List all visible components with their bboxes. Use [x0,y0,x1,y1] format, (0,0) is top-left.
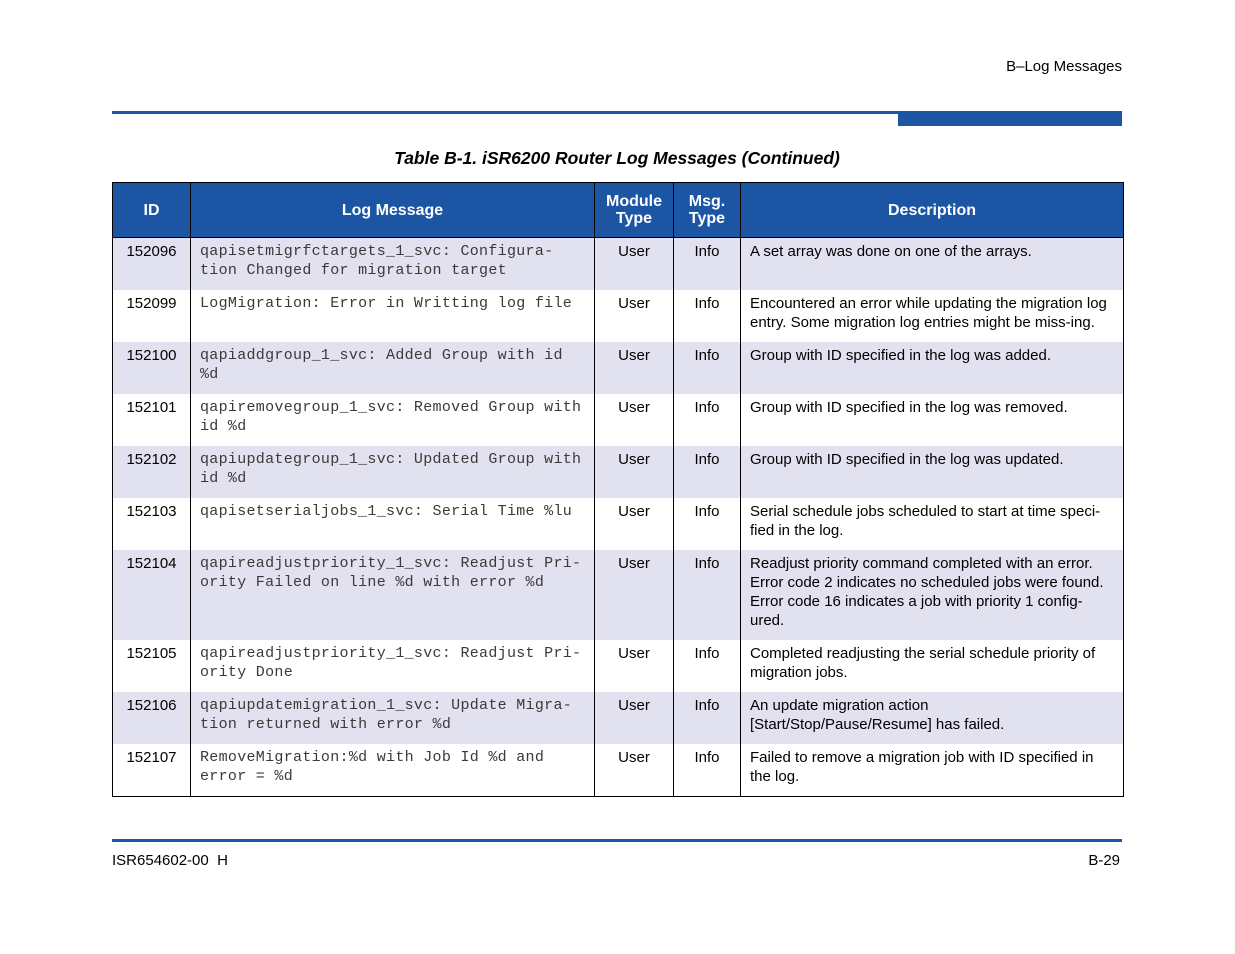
table-row [113,550,1124,640]
header-tab-bar [898,113,1122,126]
table-row [113,446,1124,498]
cell-module-type: User [595,446,674,498]
cell-module-type: User [595,394,674,446]
cell-log-message: qapisetmigrfctargets_1_svc: Configura-tion Changed for migration target [191,238,595,291]
cell-log-message: qapiaddgroup_1_svc: Added Group with id %d [191,342,595,394]
cell-module-type: User [595,342,674,394]
cell-description: A set array was done on one of the arrays. [741,238,1124,291]
cell-msg-type: Info [674,290,741,342]
cell-msg-type: Info [674,342,741,394]
cell-id: 152107 [113,744,191,797]
cell-msg-type: Info [674,446,741,498]
cell-module-type: User [595,692,674,744]
cell-module-type: User [595,498,674,550]
cell-log-message: RemoveMigration:%d with Job Id %d and error = %d [191,744,595,797]
cell-module-type: User [595,640,674,692]
cell-id: 152096 [113,238,191,291]
cell-log-message: qapiupdatemigration_1_svc: Update Migra-tion returned with error %d [191,692,595,744]
cell-log-message: LogMigration: Error in Writting log file [191,290,595,342]
cell-msg-type: Info [674,744,741,797]
cell-description: Failed to remove a migration job with ID specified in the log. [741,744,1124,797]
cell-description: Group with ID specified in the log was removed. [741,394,1124,446]
table-row [113,394,1124,446]
cell-module-type: User [595,550,674,640]
cell-log-message: qapireadjustpriority_1_svc: Readjust Pri-ority Failed on line %d with error %d [191,550,595,640]
table-row [113,692,1124,744]
cell-description: Completed readjusting the serial schedule priority of migration jobs. [741,640,1124,692]
table-row [113,238,1124,291]
cell-msg-type: Info [674,550,741,640]
cell-log-message: qapireadjustpriority_1_svc: Readjust Pri-ority Done [191,640,595,692]
cell-msg-type: Info [674,640,741,692]
column-header-msg-type: Msg. Type [674,183,741,238]
document-id: ISR654602-00 H [112,852,228,869]
table-row [113,744,1124,797]
cell-module-type: User [595,744,674,797]
cell-description: Serial schedule jobs scheduled to start at time speci-fied in the log. [741,498,1124,550]
table-row [113,342,1124,394]
cell-msg-type: Info [674,498,741,550]
cell-id: 152101 [113,394,191,446]
section-header: B–Log Messages [1006,58,1122,75]
table-caption: Table B-1. iSR6200 Router Log Messages (Continued) [394,148,840,168]
page-number: B-29 [1088,852,1120,869]
cell-msg-type: Info [674,394,741,446]
cell-description: Group with ID specified in the log was updated. [741,446,1124,498]
cell-module-type: User [595,238,674,291]
cell-id: 152105 [113,640,191,692]
table-row [113,290,1124,342]
cell-description: Encountered an error while updating the migration log entry. Some migration log entries might be miss-ing. [741,290,1124,342]
cell-log-message: qapiremovegroup_1_svc: Removed Group with id %d [191,394,595,446]
table-row [113,498,1124,550]
cell-id: 152102 [113,446,191,498]
footer-rule [112,839,1122,842]
log-messages-table [112,182,1124,797]
cell-id: 152100 [113,342,191,394]
column-header-id: ID [113,183,191,238]
cell-msg-type: Info [674,238,741,291]
cell-description: An update migration action [Start/Stop/Pause/Resume] has failed. [741,692,1124,744]
column-header-module-type: Module Type [595,183,674,238]
cell-log-message: qapiupdategroup_1_svc: Updated Group with id %d [191,446,595,498]
cell-id: 152104 [113,550,191,640]
cell-description: Group with ID specified in the log was added. [741,342,1124,394]
cell-description: Readjust priority command completed with an error. Error code 2 indicates no scheduled jobs were found. Error code 16 indicates a job with priority 1 config-ured. [741,550,1124,640]
column-header-log-message: Log Message [191,183,595,238]
cell-log-message: qapisetserialjobs_1_svc: Serial Time %lu [191,498,595,550]
column-header-description: Description [741,183,1124,238]
cell-module-type: User [595,290,674,342]
cell-msg-type: Info [674,692,741,744]
table-header-row [113,183,1124,238]
cell-id: 152099 [113,290,191,342]
cell-id: 152103 [113,498,191,550]
cell-id: 152106 [113,692,191,744]
table-row [113,640,1124,692]
